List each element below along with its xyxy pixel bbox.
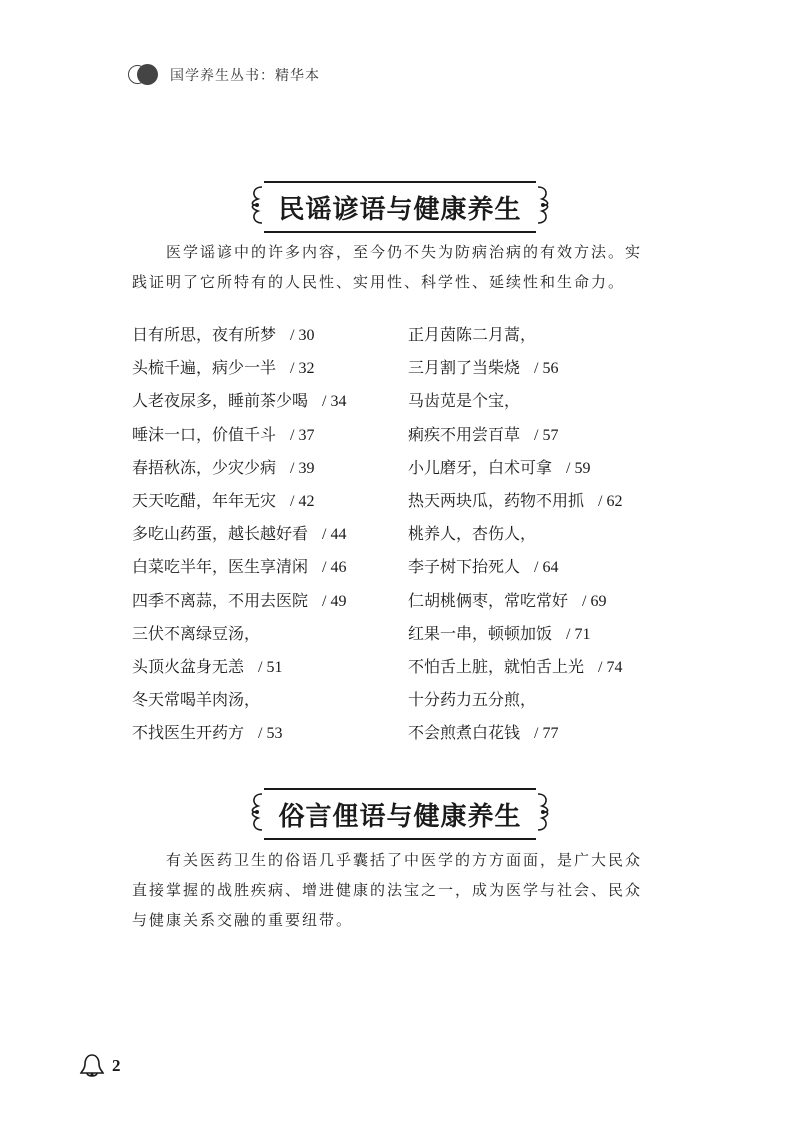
scroll-ornament-icon (536, 185, 552, 225)
list-item: 唾沫一口，价值千斗 / 37 (132, 424, 315, 444)
paragraph-line: 与健康关系交融的重要纽带。 (132, 911, 354, 929)
list-item: 正月茵陈二月蒿， (408, 325, 537, 344)
bell-ornament-icon (78, 1052, 106, 1080)
section-1-intro (132, 237, 668, 297)
list-item: 天天吃醋，年年无灾 / 42 (132, 490, 315, 510)
section-2-title: 俗言俚语与健康养生 (278, 801, 522, 832)
list-item: 白菜吃半年，医生享清闲 / 46 (132, 557, 347, 577)
list-item: 春捂秋冻，少灾少病 / 39 (132, 457, 315, 477)
scroll-ornament-icon (248, 185, 264, 225)
list-item: 仁胡桃俩枣，常吃常好 / 69 (408, 590, 607, 610)
paragraph-line: 直接掌握的战胜疾病、增进健康的法宝之一，成为医学与社会、民众 (132, 881, 643, 899)
paragraph-line: 践证明了它所特有的人民性、实用性、科学性、延续性和生命力。 (132, 273, 626, 291)
list-item: 桃养人，杏伤人， (408, 524, 537, 544)
list-item: 不怕舌上脏，就怕舌上光 / 74 (408, 656, 623, 676)
section-2-intro (132, 845, 668, 935)
list-item: 小儿磨牙，白术可拿 / 59 (408, 457, 591, 477)
list-item: 冬天常喝羊肉汤， (132, 690, 261, 710)
list-item: 三伏不离绿豆汤， (132, 623, 261, 643)
scroll-ornament-icon (248, 792, 264, 832)
section-2-heading (0, 788, 800, 840)
running-header (128, 64, 320, 86)
page-number: 2 (112, 1056, 121, 1075)
list-item: 头顶火盆身无恙 / 51 (132, 656, 283, 676)
proverb-list-left (132, 318, 346, 749)
list-item: 不找医生开药方 / 53 (132, 723, 283, 743)
list-item: 十分药力五分煎， (408, 690, 537, 710)
series-title: 国学养生丛书：精华本 (170, 68, 320, 84)
section-1-title-frame (264, 181, 535, 233)
list-item: 多吃山药蛋，越长越好看 / 44 (132, 524, 347, 544)
list-item: 日有所思，夜有所梦 / 30 (132, 325, 315, 344)
list-item: 痢疾不用尝百草 / 57 (408, 424, 559, 444)
section-1-heading (0, 181, 800, 233)
list-item: 红果一串，顿顿加饭 / 71 (408, 623, 591, 643)
series-logo-icon (128, 64, 162, 86)
list-item: 李子树下抬死人 / 64 (408, 557, 559, 577)
scroll-ornament-icon (536, 792, 552, 832)
list-item: 人老夜尿多，睡前茶少喝 / 34 (132, 391, 347, 411)
page-footer (78, 1052, 121, 1080)
list-item: 马齿苋是个宝， (408, 391, 521, 411)
section-2-title-frame (264, 788, 535, 840)
list-item: 热天两块瓜，药物不用抓 / 62 (408, 490, 623, 510)
list-item: 四季不离蒜，不用去医院 / 49 (132, 590, 347, 610)
list-item: 不会煎煮白花钱 / 77 (408, 723, 559, 743)
proverb-list-right (408, 318, 622, 749)
list-item: 头梳千遍，病少一半 / 32 (132, 358, 315, 378)
list-item: 三月割了当柴烧 / 56 (408, 358, 559, 378)
paragraph-line: 医学谣谚中的许多内容，至今仍不失为防病治病的有效方法。实 (166, 243, 643, 261)
section-1-title: 民谣谚语与健康养生 (278, 194, 522, 225)
paragraph-line: 有关医药卫生的俗语几乎囊括了中医学的方方面面，是广大民众 (166, 851, 643, 869)
